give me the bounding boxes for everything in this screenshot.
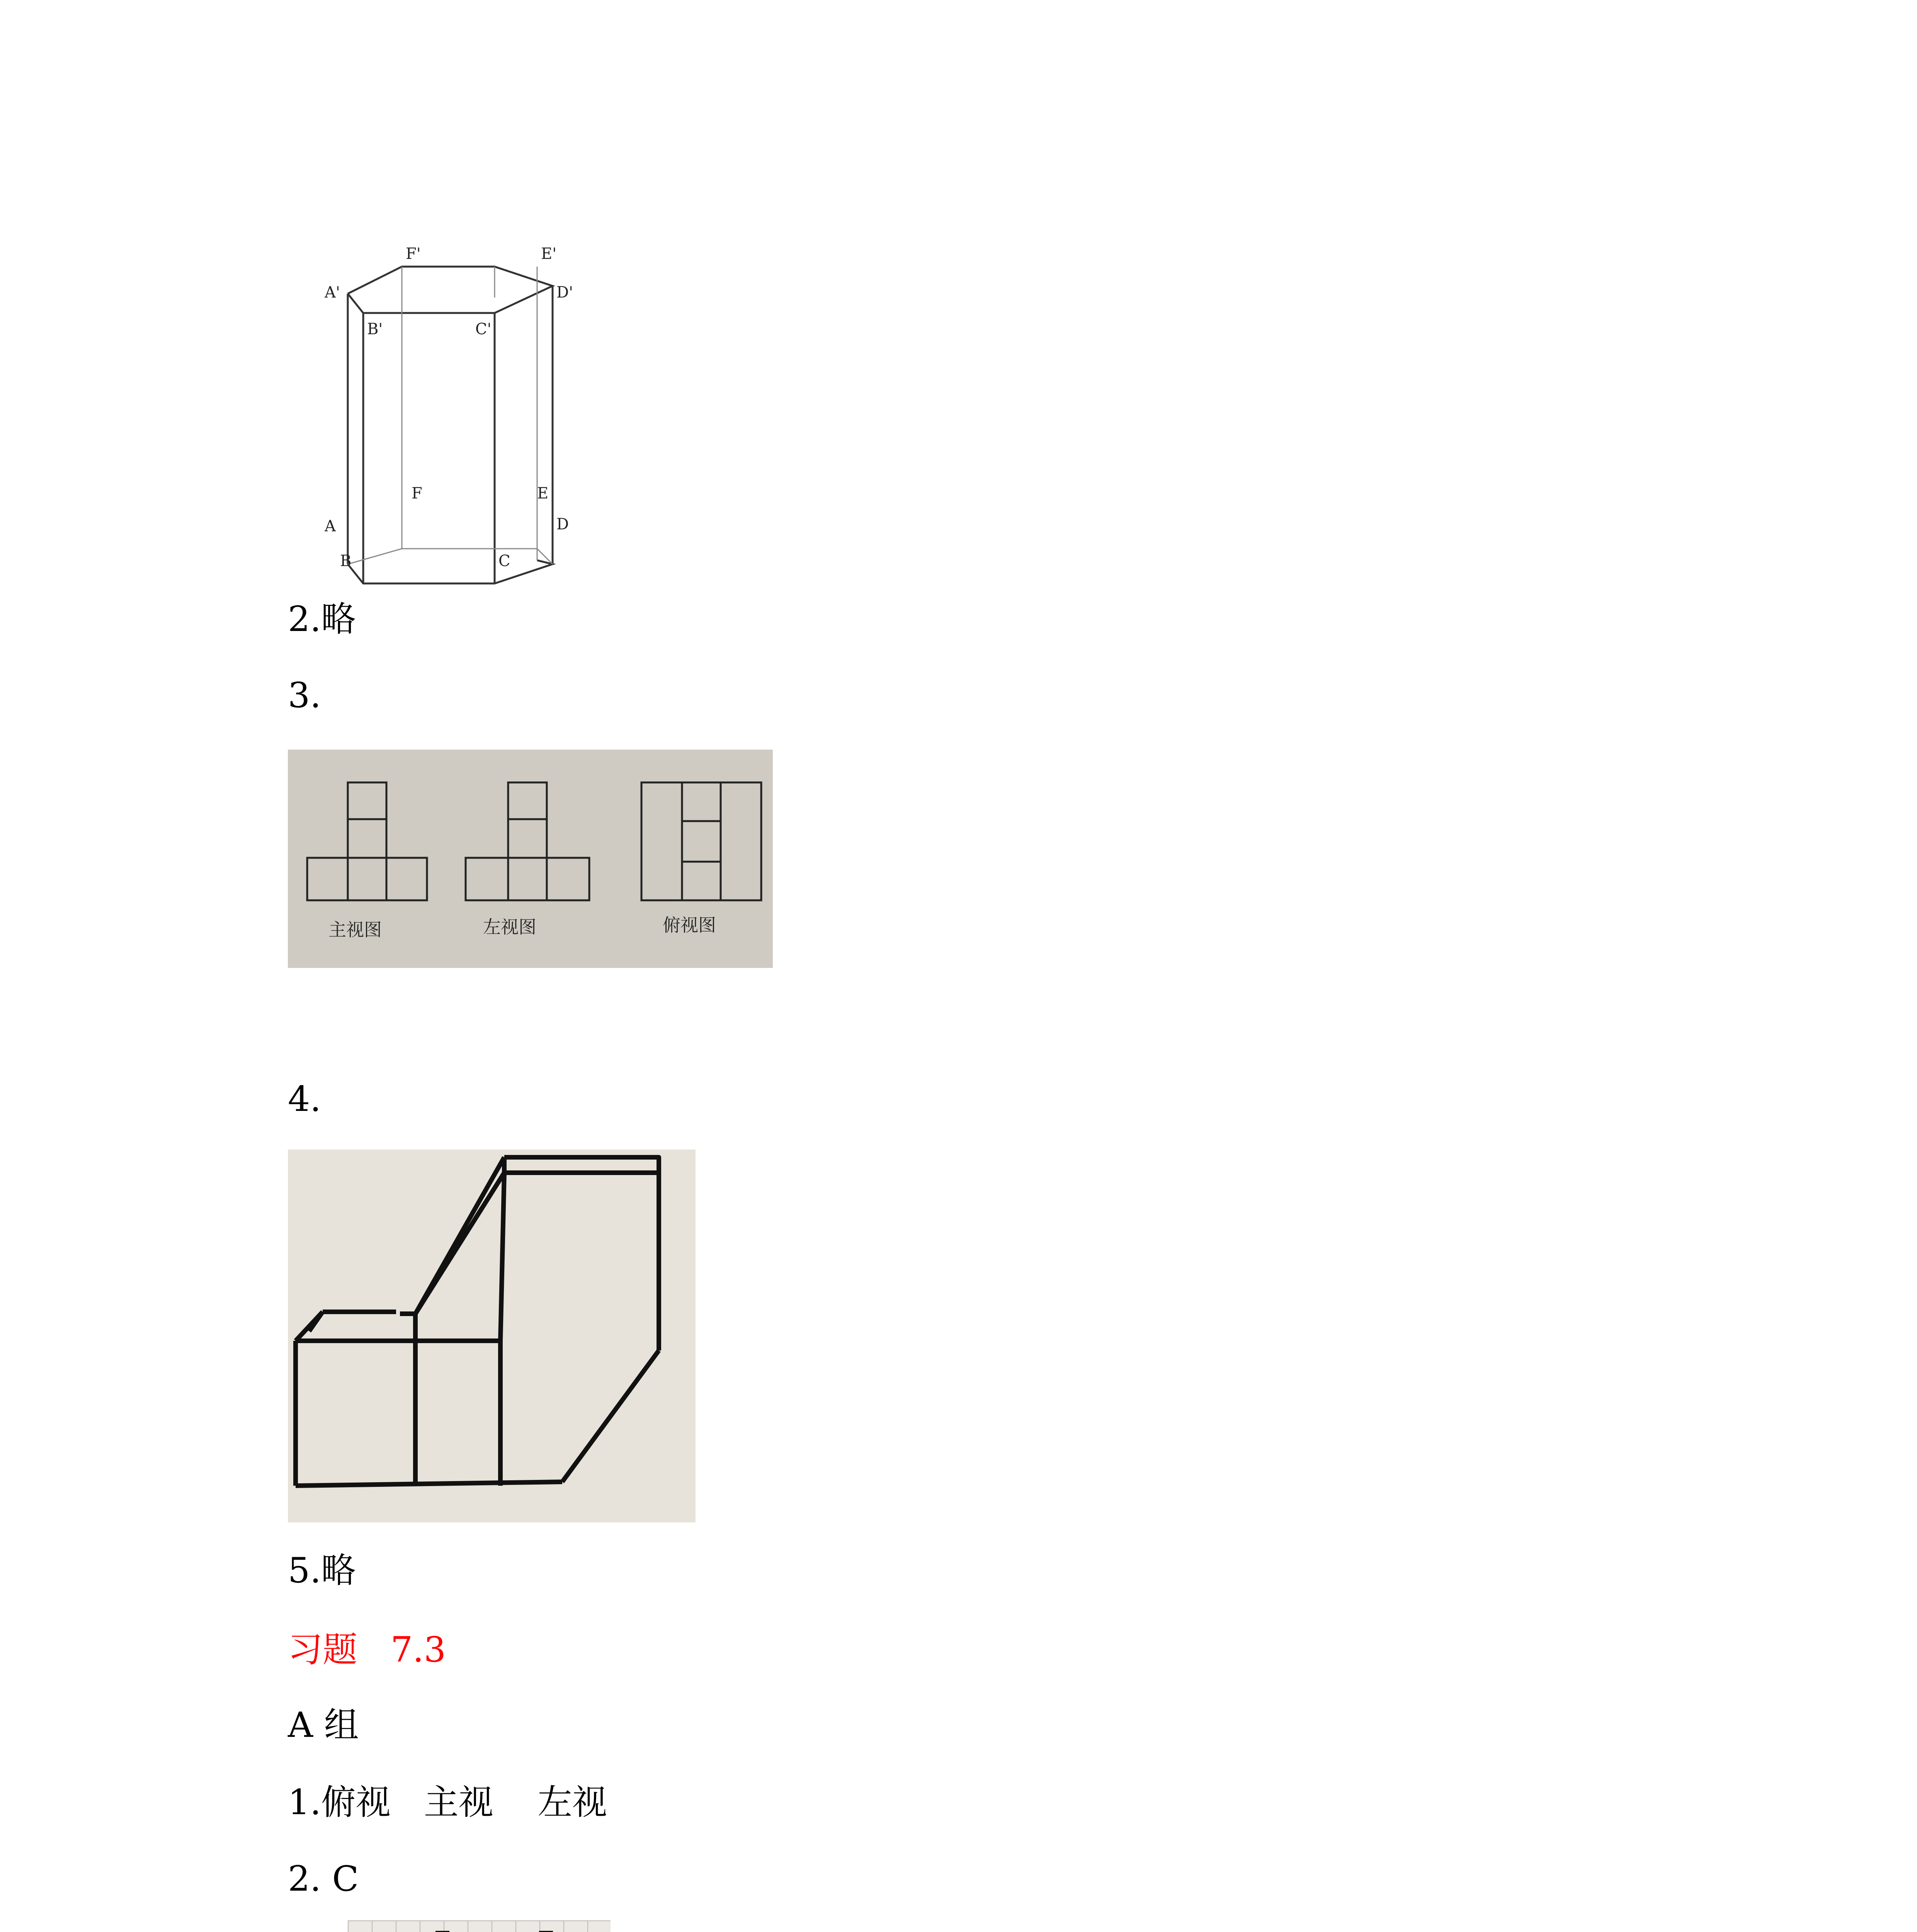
section-title: 习题 7.3 (288, 1629, 446, 1670)
hexagonal-prism-drawing (325, 240, 618, 587)
hexagonal-prism-figure (325, 240, 618, 587)
grid-three-views-photo (348, 1920, 611, 1932)
l-shaped-solid-photo (288, 1150, 696, 1522)
label-F: F (412, 485, 422, 502)
answer-2: 2.略 (288, 599, 356, 639)
label-B-prime: B' (367, 320, 383, 338)
l-shaped-solid-drawing (288, 1150, 696, 1522)
three-views-photo (288, 750, 773, 968)
group-a-answer-2: 2. C (288, 1859, 359, 1899)
answer-3-number: 3. (288, 675, 321, 716)
left-view-caption: 左视图 (483, 917, 536, 937)
label-A: A (325, 517, 336, 535)
label-D: D (556, 515, 569, 533)
grid-three-views-drawing (348, 1920, 611, 1932)
answer-4-number: 4. (288, 1079, 321, 1119)
group-label: A 组 (288, 1705, 359, 1745)
three-views-drawing (288, 750, 773, 968)
label-A-prime: A' (325, 284, 340, 301)
label-E-prime: E' (541, 245, 557, 263)
label-F-prime: F' (406, 245, 421, 263)
label-D-prime: D' (556, 284, 573, 301)
label-E: E (537, 485, 549, 502)
label-C: C (498, 552, 510, 570)
answer-5: 5.略 (288, 1550, 356, 1591)
label-B: B (340, 552, 352, 570)
group-a-answer-1: 1.俯视 主视 左视 (288, 1782, 607, 1823)
front-view-caption: 主视图 (328, 919, 382, 940)
top-view-caption: 俯视图 (663, 915, 716, 935)
label-C-prime: C' (475, 320, 492, 338)
